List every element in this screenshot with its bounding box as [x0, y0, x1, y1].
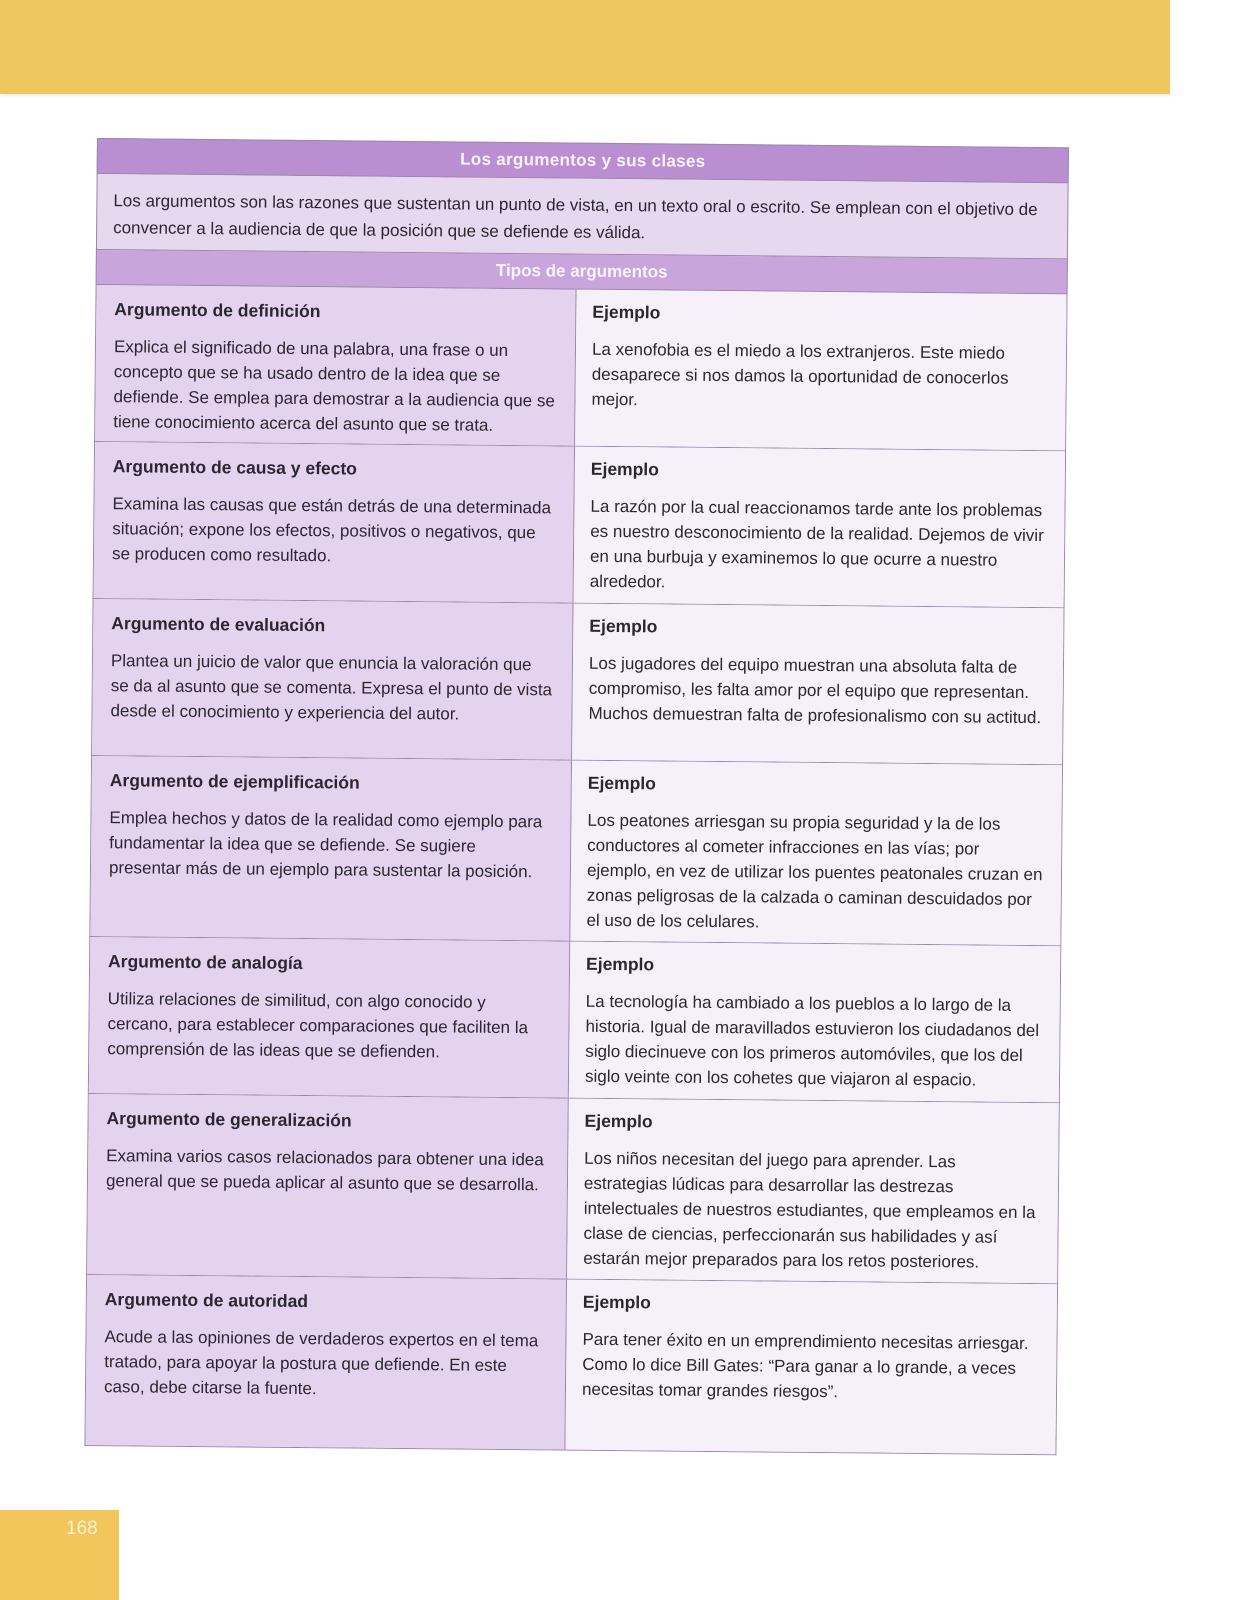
example-cell	[574, 447, 1065, 608]
argument-description: Plantea un juicio de valor que enuncia la valoración que se da al asunto que se comenta. Expresa el punto de vista desde el conocimiento y experiencia del autor.	[110, 651, 553, 724]
argument-title: Argumento de evaluación	[111, 613, 326, 636]
table-row	[84, 1275, 1058, 1455]
argument-title: Argumento de causa y efecto	[112, 456, 358, 479]
argument-cell	[95, 285, 576, 446]
table-subtitle: Tipos de argumentos	[96, 250, 1068, 294]
example-cell	[572, 604, 1063, 765]
argument-cell	[92, 599, 573, 760]
argument-description: Examina varios casos relacionados para obtener una idea general que se pueda aplicar al asunto que se desarrolla.	[105, 1146, 544, 1195]
argument-title: Argumento de generalización	[106, 1108, 352, 1131]
example-label: Ejemplo	[586, 953, 655, 975]
argument-title: Argumento de ejemplificación	[109, 770, 360, 793]
example-cell	[575, 290, 1066, 451]
argument-cell	[85, 1275, 567, 1450]
argument-cell	[94, 442, 575, 603]
argument-description: Emplea hechos y datos de la realidad como ejemplo para fundamentar la idea que se defiende. Se sugiere presentar más de un ejemplo para sustentar la posición.	[108, 808, 543, 882]
argument-title: Argumento de analogía	[108, 951, 303, 974]
example-label: Ejemplo	[592, 301, 661, 323]
table-title: Los argumentos y sus clases	[97, 138, 1069, 183]
example-label: Ejemplo	[590, 458, 660, 480]
argument-cell	[87, 1094, 569, 1279]
top-color-band	[0, 0, 1170, 94]
table-row	[93, 442, 1066, 608]
example-label: Ejemplo	[589, 615, 658, 637]
argument-title: Argumento de definición	[114, 299, 321, 322]
example-label: Ejemplo	[582, 1291, 652, 1313]
example-cell	[570, 761, 1062, 946]
table-row	[86, 1094, 1060, 1284]
arguments-table	[84, 138, 1069, 1455]
example-text: La tecnología ha cambiado a los pueblos a lo largo de la historia. Igual de maravillados estuvieron los ciudadanos del siglo diecinueve con los primeros automóviles, que los del siglo veinte con los cohetes que viajaron al espacio.	[584, 991, 1040, 1090]
example-label: Ejemplo	[587, 772, 657, 794]
table-row	[88, 937, 1061, 1103]
page-number-box	[0, 1510, 119, 1600]
argument-description: Acude a las opiniones de verdaderos expertos en el tema tratado, para apoyar la postura que defiende. En este caso, debe citarse la fuente.	[103, 1327, 539, 1399]
example-cell	[567, 1099, 1059, 1284]
intro-paragraph: Los argumentos son las razones que sustentan un punto de vista, en un texto oral o escrito. Se emplean con el objetivo de convencer a la audiencia de que la posición que se defiende es válida.	[96, 174, 1069, 259]
table-row	[94, 285, 1067, 451]
example-text: La razón por la cual reaccionamos tarde ante los problemas es nuestro desconocimiento de la realidad. Dejemos de vivir en una burbuja y examinemos lo que ocurre a nuestro alrededor.	[589, 496, 1044, 592]
page-number: 168	[66, 1518, 98, 1539]
example-text: Para tener éxito en un emprendimiento necesitas arriesgar. Como lo dice Bill Gates: “Para ganar a lo grande, a veces necesitas tomar grandes riesgos”.	[581, 1329, 1029, 1402]
example-text: La xenofobia es el miedo a los extranjeros. Este miedo desaparece si nos damos la oportunidad de conocerlos mejor.	[591, 339, 1009, 410]
argument-description: Examina las causas que están detrás de una determinada situación; expone los efectos, positivos o negativos, que se producen como resultado.	[111, 494, 552, 566]
example-text: Los jugadores del equipo muestran una absoluta falta de compromiso, les falta amor por el equipo que representan. Muchos demuestran falta de profesionalismo con su actitud.	[588, 653, 1042, 728]
example-text: Los peatones arriesgan su propia seguridad y la de los conductores al cometer infracciones en las vías; por ejemplo, en vez de utilizar los puentes peatonales cruzan en zonas peligrosas de la calzada o caminan descuidados por el uso de los celulares.	[586, 810, 1043, 932]
example-text: Los niños necesitan del juego para aprender. Las estrategias lúdicas para desarrollar las destrezas intelectuales de nuestros estudiantes, que empleamos en la clase de ciencias, perfeccionarán sus habilidades y así estarán mejor preparados para los retos posteriores.	[583, 1148, 1036, 1272]
argument-description: Explica el significado de una palabra, una frase o un concepto que se ha usado dentro de la idea que se defiende. Se emplea para demostrar a la audiencia que se tiene conocimiento acerca del asunto que se trata.	[113, 337, 555, 435]
argument-cell	[89, 937, 570, 1098]
example-cell	[569, 942, 1060, 1103]
example-cell	[565, 1280, 1057, 1455]
argument-title: Argumento de autoridad	[104, 1289, 309, 1312]
example-label: Ejemplo	[584, 1110, 653, 1132]
argument-cell	[90, 756, 572, 941]
table-row	[89, 756, 1063, 946]
argument-description: Utiliza relaciones de similitud, con algo conocido y cercano, para establecer comparaciones que faciliten la comprensión de las ideas que se defienden.	[107, 989, 529, 1062]
table-row	[91, 599, 1064, 765]
